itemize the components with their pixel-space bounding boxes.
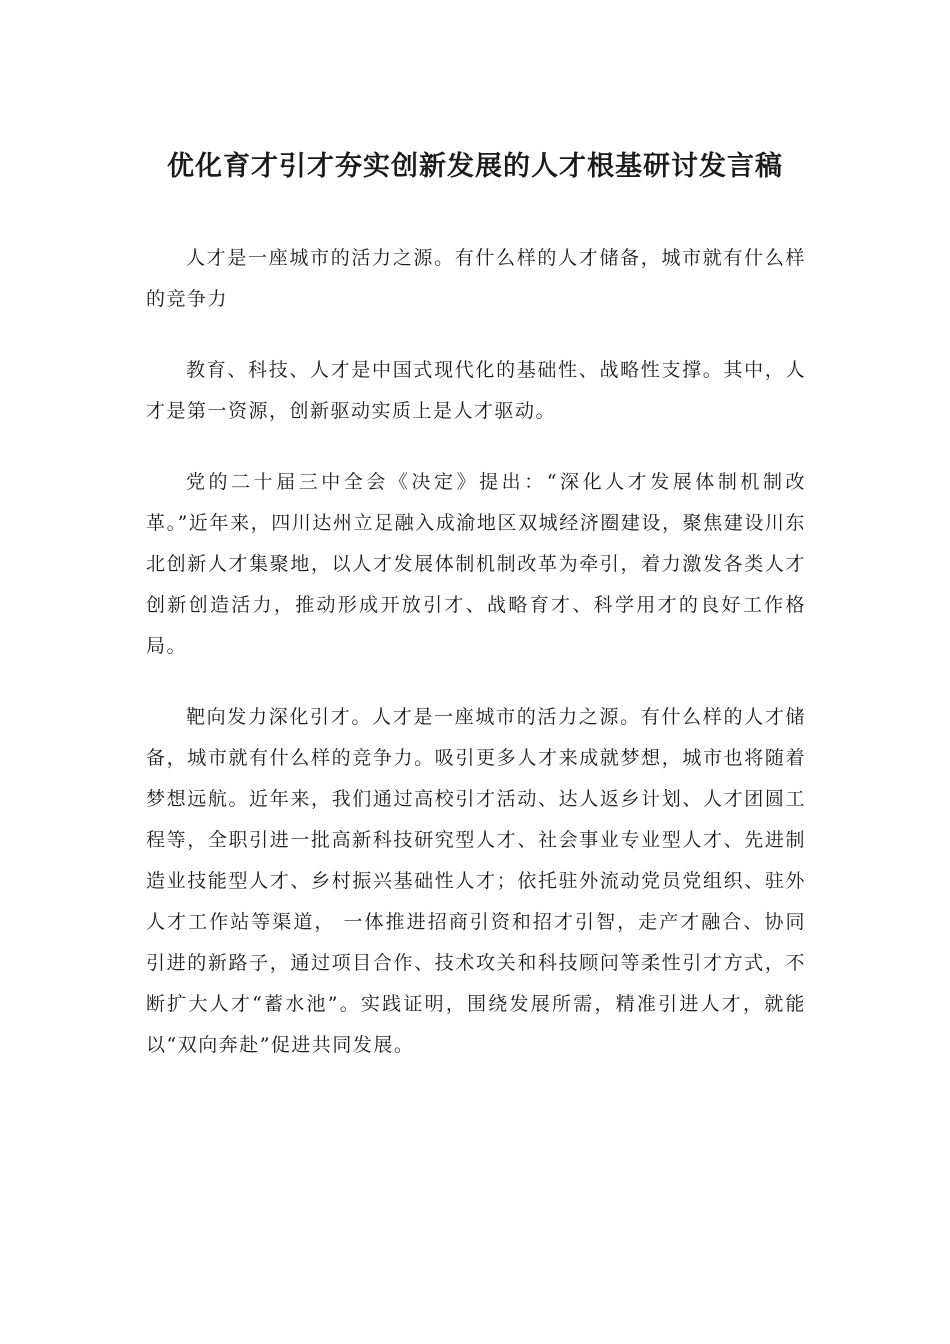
paragraph-4: 靶向发力深化引才。人才是一座城市的活力之源。有什么样的人才储备，城市就有什么样的竞争力。吸引更多人才来成就梦想，城市也将随着梦想远航。近年来，我们通过高校引才活动、达人返乡计划、人才团圆工程等，全职引进一批高新科技研究型人才、社会事业专业型人才、先进制造业技能型人才、乡村振兴基础性人才；依托驻外流动党员党组织、驻外人才工作站等渠道， 一体推进招商引资和招才引智，走产才融合、协同引进的新路子，通过项目合作、技术攻关和科技顾问等柔性引才方式，不断扩大人才“蓄水池”。实践证明，围绕发展所需，精准引进人才，就能以“双向奔赴”促进共同发展。 [146,706,806,1056]
paragraph-1: 人才是一座城市的活力之源。有什么样的人才储备，城市就有什么样的竞争力 [146,247,806,310]
document-title: 优化育才引才夯实创新发展的人才根基研讨发言稿 [167,151,783,182]
paragraph-2: 教育、科技、人才是中国式现代化的基础性、战略性支撑。其中，人才是第一资源，创新驱动实质上是人才驱动。 [146,359,806,422]
document-body [146,238,806,1096]
paragraph-3: 党的二十届三中全会《决定》提出：“深化人才发展体制机制改革。”近年来，四川达州立足融入成渝地区双城经济圈建设，聚焦建设川东北创新人才集聚地，以人才发展体制机制改革为牵引，着力激发各类人才创新创造活力，推动形成开放引才、战略育才、科学用才的良好工作格局。 [146,471,806,657]
